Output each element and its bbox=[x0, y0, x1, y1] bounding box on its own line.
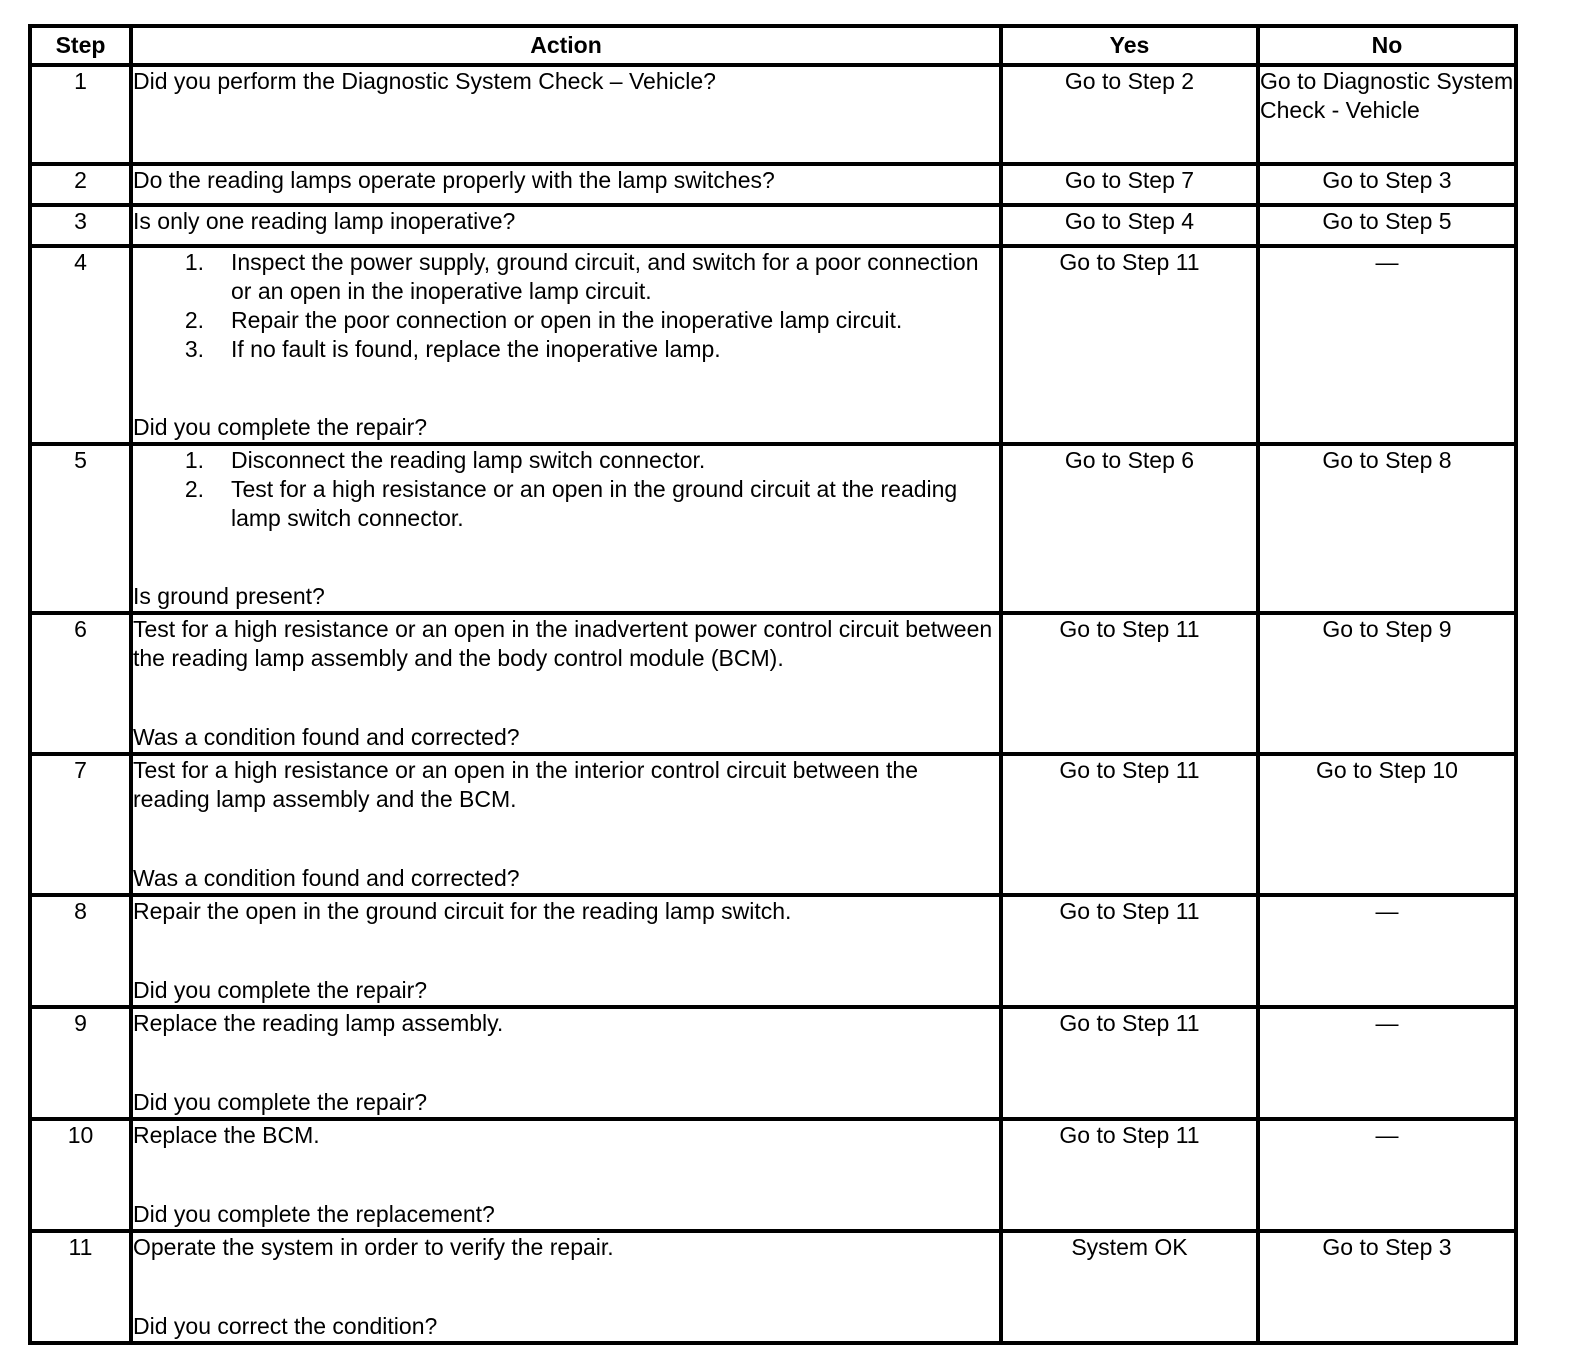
yes-cell: Go to Step 11 bbox=[1001, 246, 1258, 444]
action-question: Did you complete the repair? bbox=[133, 977, 428, 1003]
table-row bbox=[30, 246, 1516, 444]
yes-cell: Go to Step 6 bbox=[1001, 444, 1258, 613]
step-number: 3 bbox=[30, 205, 131, 246]
action-cell bbox=[131, 754, 1001, 895]
header-action: Action bbox=[131, 26, 1001, 65]
step-number: 5 bbox=[30, 444, 131, 613]
yes-cell: System OK bbox=[1001, 1231, 1258, 1343]
no-cell: Go to Step 3 bbox=[1258, 164, 1516, 205]
no-cell: — bbox=[1258, 1007, 1516, 1119]
no-cell: — bbox=[1258, 1119, 1516, 1231]
table-row bbox=[30, 895, 1516, 1007]
header-step: Step bbox=[30, 26, 131, 65]
action-cell bbox=[131, 65, 1001, 164]
action-instruction: Test for a high resistance or an open in the inadvertent power control circuit between the reading lamp assembly and the body control module (BCM). bbox=[133, 616, 993, 671]
yes-cell: Go to Step 11 bbox=[1001, 1119, 1258, 1231]
action-cell bbox=[131, 164, 1001, 205]
step-number: 6 bbox=[30, 613, 131, 754]
action-cell bbox=[131, 613, 1001, 754]
no-cell: Go to Step 5 bbox=[1258, 205, 1516, 246]
action-question: Did you perform the Diagnostic System Check – Vehicle? bbox=[133, 68, 716, 94]
action-question: Did you complete the repair? bbox=[133, 1089, 428, 1115]
yes-cell: Go to Step 11 bbox=[1001, 895, 1258, 1007]
action-question: Did you complete the repair? bbox=[133, 414, 428, 440]
table-row bbox=[30, 613, 1516, 754]
step-number: 8 bbox=[30, 895, 131, 1007]
action-steps-list bbox=[133, 248, 999, 364]
action-instruction: Operate the system in order to verify the repair. bbox=[133, 1234, 614, 1260]
step-number: 4 bbox=[30, 246, 131, 444]
action-cell bbox=[131, 1007, 1001, 1119]
action-question: Do the reading lamps operate properly with the lamp switches? bbox=[133, 167, 775, 193]
action-instruction: Replace the reading lamp assembly. bbox=[133, 1010, 504, 1036]
no-cell: — bbox=[1258, 246, 1516, 444]
table-row bbox=[30, 205, 1516, 246]
table-row bbox=[30, 754, 1516, 895]
yes-cell: Go to Step 11 bbox=[1001, 1007, 1258, 1119]
action-steps-list bbox=[133, 446, 999, 533]
no-cell: Go to Step 3 bbox=[1258, 1231, 1516, 1343]
list-item: 2. Repair the poor connection or open in the inoperative lamp circuit. bbox=[184, 307, 903, 333]
step-number: 2 bbox=[30, 164, 131, 205]
diagnostic-table bbox=[28, 24, 1518, 1345]
yes-cell: Go to Step 2 bbox=[1001, 65, 1258, 164]
list-item: 2. Test for a high resistance or an open in the ground circuit at the reading lamp switch connector. bbox=[184, 476, 958, 531]
action-question: Was a condition found and corrected? bbox=[133, 865, 520, 891]
step-number: 1 bbox=[30, 65, 131, 164]
step-number: 7 bbox=[30, 754, 131, 895]
table-row bbox=[30, 444, 1516, 613]
step-number: 10 bbox=[30, 1119, 131, 1231]
action-instruction: Replace the BCM. bbox=[133, 1122, 320, 1148]
yes-cell: Go to Step 7 bbox=[1001, 164, 1258, 205]
table-row bbox=[30, 164, 1516, 205]
action-cell bbox=[131, 246, 1001, 444]
table-row bbox=[30, 1231, 1516, 1343]
action-cell bbox=[131, 1119, 1001, 1231]
no-cell: Go to Step 8 bbox=[1258, 444, 1516, 613]
action-cell bbox=[131, 444, 1001, 613]
action-instruction: Test for a high resistance or an open in the interior control circuit between the reading lamp assembly and the BCM. bbox=[133, 757, 918, 812]
header-row bbox=[30, 26, 1516, 65]
step-number: 11 bbox=[30, 1231, 131, 1343]
no-cell: Go to Step 9 bbox=[1258, 613, 1516, 754]
action-question: Is only one reading lamp inoperative? bbox=[133, 208, 516, 234]
yes-cell: Go to Step 11 bbox=[1001, 754, 1258, 895]
list-item: 3. If no fault is found, replace the inoperative lamp. bbox=[184, 336, 721, 362]
no-cell: — bbox=[1258, 895, 1516, 1007]
header-yes: Yes bbox=[1001, 26, 1258, 65]
table-row bbox=[30, 1119, 1516, 1231]
no-cell: Go to Diagnostic System Check - Vehicle bbox=[1258, 65, 1516, 164]
no-cell: Go to Step 10 bbox=[1258, 754, 1516, 895]
action-question: Was a condition found and corrected? bbox=[133, 724, 520, 750]
action-instruction: Repair the open in the ground circuit for the reading lamp switch. bbox=[133, 898, 792, 924]
table-row bbox=[30, 65, 1516, 164]
header-no: No bbox=[1258, 26, 1516, 65]
list-item: 1. Disconnect the reading lamp switch connector. bbox=[184, 447, 706, 473]
action-question: Did you correct the condition? bbox=[133, 1313, 438, 1339]
action-cell bbox=[131, 895, 1001, 1007]
action-question: Did you complete the replacement? bbox=[133, 1201, 495, 1227]
action-question: Is ground present? bbox=[133, 583, 325, 609]
action-cell bbox=[131, 205, 1001, 246]
list-item: 1. Inspect the power supply, ground circuit, and switch for a poor connection or an open in the inoperative lamp circuit. bbox=[184, 249, 979, 304]
yes-cell: Go to Step 4 bbox=[1001, 205, 1258, 246]
step-number: 9 bbox=[30, 1007, 131, 1119]
table-row bbox=[30, 1007, 1516, 1119]
yes-cell: Go to Step 11 bbox=[1001, 613, 1258, 754]
action-cell bbox=[131, 1231, 1001, 1343]
